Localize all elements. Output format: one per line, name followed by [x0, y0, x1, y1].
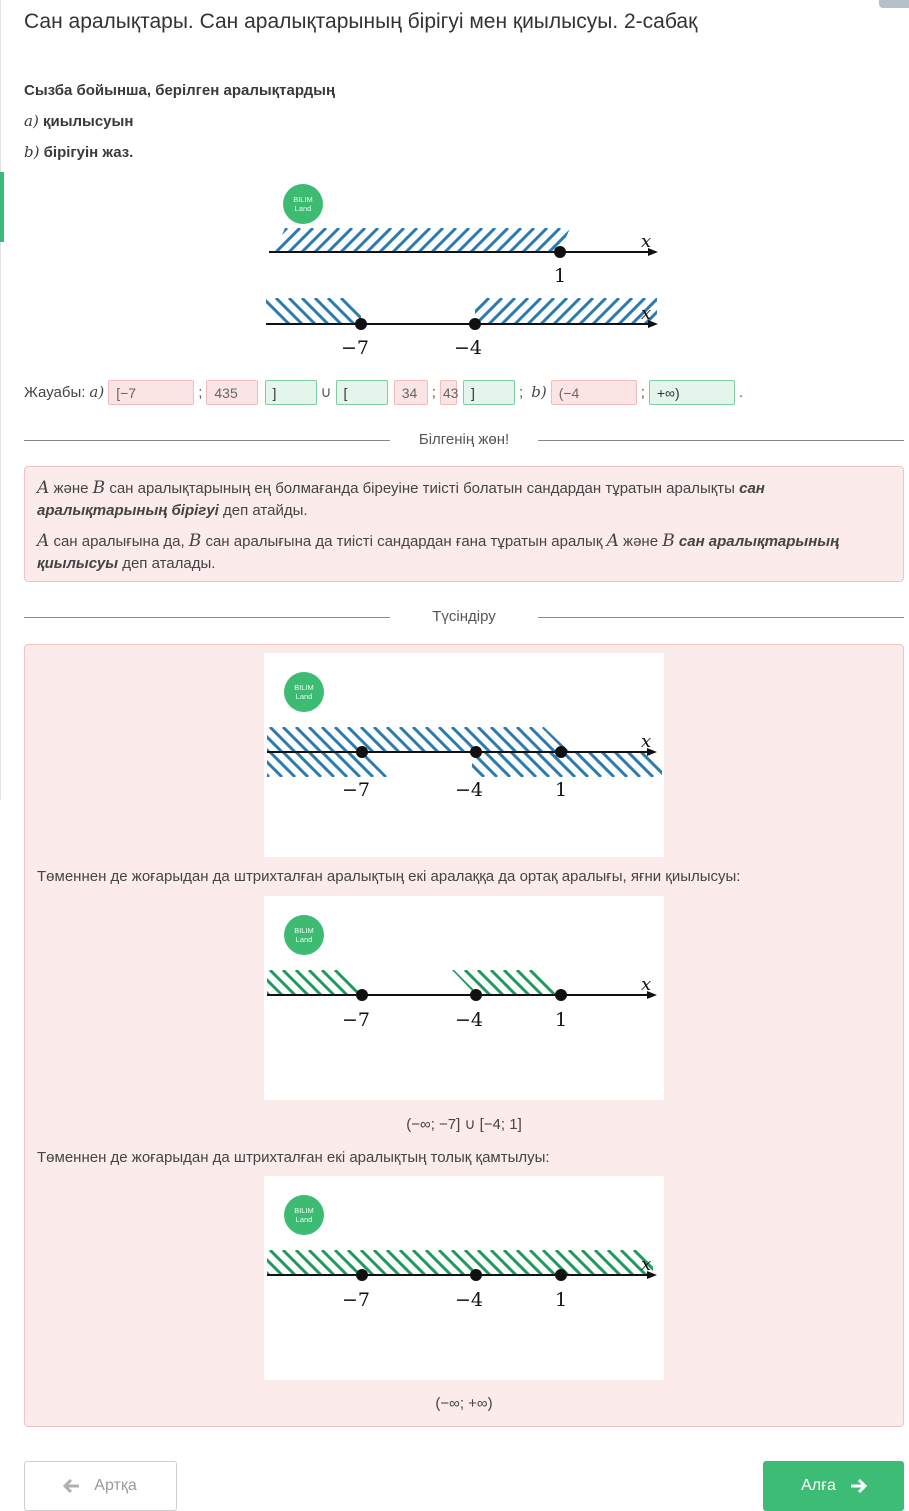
number-line-diagram — [263, 176, 665, 366]
explanation-panel — [24, 644, 904, 1427]
bilimland-logo: BILIM Land — [283, 184, 323, 224]
explain-heading: Түсіндіру — [432, 608, 496, 625]
point-1 — [555, 746, 567, 758]
answer-b-letter: b) — [531, 383, 547, 401]
corner-tab[interactable] — [879, 0, 909, 8]
svg-text:x: x — [641, 974, 652, 995]
hatch-set-b-left — [263, 298, 367, 324]
tick-label-1: 1 — [554, 779, 568, 801]
explain-text-intersection: Төменнен де жоғарыдан да штрихталған аралықтың екі аралаққа да ортақ аралығы, яғни қиылысуы: — [37, 868, 741, 885]
back-button[interactable] — [24, 1461, 177, 1511]
union-symbol: ∪ — [320, 384, 332, 401]
tick-label-neg4-b: −4 — [453, 337, 483, 359]
point-neg4 — [470, 746, 482, 758]
bilimland-logo: BILIM Land — [284, 1195, 324, 1235]
svg-text:1: 1 — [554, 1289, 568, 1311]
task-line1: Сызба бойынша, берілген аралықтардың — [24, 82, 336, 99]
next-button[interactable] — [763, 1461, 904, 1511]
window-edge — [0, 0, 1, 800]
answer-box-b1[interactable]: (−4 — [551, 380, 637, 405]
page-title: Сан аралықтары. Сан аралықтарының бірігуі мен қиылысуы. 2-сабақ — [24, 10, 698, 33]
hatch-set-a — [263, 228, 586, 252]
svg-text:x: x — [641, 1254, 652, 1275]
union-figure — [264, 1176, 664, 1380]
definition-union: A және B сан аралықтарының ең болмағанда біреуіне тиісті болатын сандардан тұратын аралықты сан аралықтарының бірігуі деп атайды. — [37, 478, 765, 519]
bilimland-logo: BILIM Land — [284, 672, 324, 712]
tick-label-neg7-b: −7 — [340, 337, 370, 359]
know-heading: Білгенің жөн! — [418, 431, 510, 448]
union-result: (−∞; +∞) — [435, 1395, 493, 1412]
svg-text:1: 1 — [554, 1009, 568, 1031]
answer-box-b2[interactable]: +∞) — [649, 380, 735, 405]
svg-text:−7: −7 — [341, 1289, 371, 1311]
tick-label-neg4: −4 — [454, 779, 484, 801]
task-line-a: a) қиылысуын — [24, 112, 134, 130]
svg-text:−7: −7 — [341, 1009, 371, 1031]
answer-label: Жауабы: — [24, 383, 86, 401]
divider-know — [24, 430, 904, 450]
svg-text:x: x — [641, 731, 652, 752]
combined-number-line — [264, 653, 664, 857]
point-1-a — [554, 246, 566, 258]
problem-figure — [263, 176, 665, 366]
answer-box-a4[interactable]: [ — [336, 380, 388, 405]
progress-accent — [0, 172, 4, 242]
answer-box-a1[interactable]: [−7 — [108, 380, 194, 405]
combined-figure — [264, 653, 664, 857]
explain-text-union: Төменнен де жоғарыдан да штрихталған екі аралықтың толық қамтылуы: — [37, 1149, 550, 1166]
task-line-b: b) бірігуін жаз. — [24, 143, 134, 161]
point-neg4-b — [469, 318, 481, 330]
definition-panel — [24, 466, 904, 582]
bilimland-logo: BILIM Land — [284, 915, 324, 955]
definition-intersection: A сан аралығына да, B сан аралығына да тиісті сандардан ғана тұратын аралық A және B сан аралықтарының қиылысуы деп аталады. — [37, 531, 840, 572]
tick-label-1-a: 1 — [553, 265, 567, 287]
axis-var-a: x — [641, 231, 652, 252]
arrow-right-icon — [850, 1479, 866, 1493]
intersection-figure — [264, 896, 664, 1100]
point-neg7-b — [355, 318, 367, 330]
hatch-set-b-right — [463, 298, 671, 324]
back-button-label: Артқа — [94, 1477, 137, 1494]
intersection-number-line — [264, 896, 664, 1100]
tick-label-neg7: −7 — [341, 779, 371, 801]
svg-text:−4: −4 — [454, 1009, 484, 1031]
svg-text:−4: −4 — [454, 1289, 484, 1311]
answer-a-letter: a) — [89, 383, 105, 401]
next-button-label: Алға — [801, 1477, 836, 1494]
answer-box-a3[interactable]: ] — [265, 380, 317, 405]
intersection-result: (−∞; −7] ∪ [−4; 1] — [406, 1116, 522, 1133]
answer-box-a2[interactable]: 435 — [206, 380, 258, 405]
answer-box-a5[interactable]: 34 — [394, 380, 428, 405]
point-neg7 — [356, 746, 368, 758]
answer-row: Жауабы: a) [−7 ; 435 ] ∪ [ 34 ; 43 ] ; b) (−4 ; +∞) . — [24, 377, 747, 407]
arrow-left-icon — [64, 1479, 80, 1493]
union-number-line — [264, 1176, 664, 1380]
answer-box-a6[interactable]: 43 — [440, 380, 457, 405]
task-statement — [24, 76, 335, 168]
answer-box-a7[interactable]: ] — [463, 380, 515, 405]
axis-var-b: x — [641, 303, 652, 324]
divider-explain — [24, 607, 904, 627]
